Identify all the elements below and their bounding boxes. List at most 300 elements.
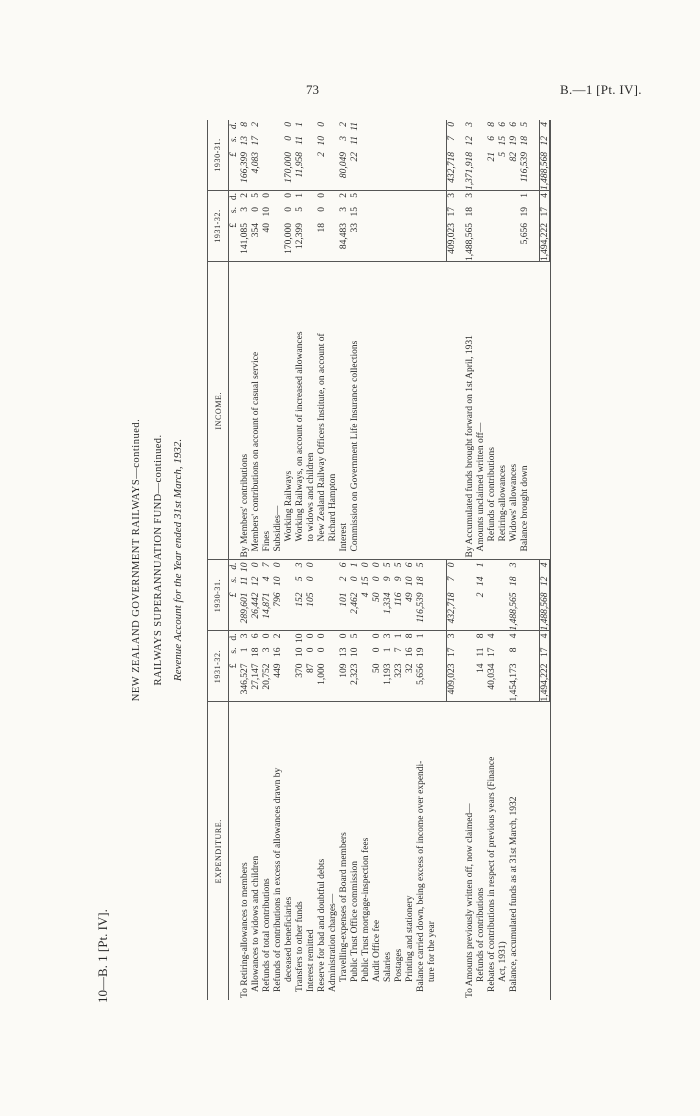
income-amount-1931-32-pence: 5 <box>350 193 360 198</box>
income-amount-1931-32-pounds <box>476 221 487 261</box>
expenditure-amount-1930-31-shillings <box>427 575 438 591</box>
income-amount-1931-32-pounds: 12,399 <box>295 223 305 250</box>
income-blank-spacer <box>372 262 383 560</box>
income-row-label: New Zealand Railway Officers Institute, on account of <box>317 333 327 542</box>
income-blank-spacer <box>405 262 416 560</box>
expenditure-amount-1931-32 <box>317 632 328 703</box>
expenditure-total <box>539 561 550 1001</box>
income-blank-row <box>427 120 438 560</box>
expenditure-amount-1930-31-pounds <box>465 591 476 631</box>
page-number: 73 <box>306 82 319 97</box>
income-subtotal-1931-32 <box>446 191 457 262</box>
expenditure-row-label: Administration charges— <box>328 893 338 992</box>
expenditure-amount-1930-31-shillings: 10 <box>405 576 415 586</box>
income-amount-1931-32 <box>284 191 295 262</box>
expenditure-gap-col <box>438 561 446 632</box>
income-blank-col <box>383 191 394 262</box>
expenditure-row <box>273 561 284 1001</box>
income-amount-1931-32-pounds <box>306 221 317 261</box>
income-amount-1930-31-pounds: 1,371,918 <box>465 152 475 190</box>
expenditure-amount-1931-32 <box>262 632 273 703</box>
income-row-label: Interest <box>339 523 349 552</box>
expenditure-amount-1931-32-shillings: 1 <box>383 647 393 653</box>
income-blank-col <box>394 191 405 262</box>
expenditure-amount-1931-32 <box>509 632 520 703</box>
income-amount-1930-31-pence: 0 <box>317 122 327 127</box>
expenditure-row-label: Public Trust Office commission <box>350 861 360 982</box>
expenditure-amount-1930-31 <box>476 561 487 632</box>
expenditure-amount-1930-31 <box>262 561 273 632</box>
expenditure-amount-1931-32-shillings: 11 <box>476 647 486 657</box>
income-amount-1931-32 <box>317 191 328 262</box>
income-row-label: Commission on Government Life Insurance collections <box>350 340 360 552</box>
income-subtotal-1930-31-pence: 0 <box>447 122 457 127</box>
income-blank-row <box>405 120 416 560</box>
expenditure-blank-row <box>520 561 531 1001</box>
expenditure-amount-1930-31 <box>465 561 476 632</box>
expenditure-row-label: Refunds of contributions in excess of allowances drawn by <box>273 767 283 992</box>
expenditure-amount-1931-32-pence: 3 <box>240 633 250 639</box>
expenditure-row-label: To Retiring-allowances to members <box>240 862 250 998</box>
income-units-current-pence: d. <box>229 193 239 201</box>
expenditure-total-1931-32-shillings: 17 <box>540 647 550 657</box>
income-amount-1931-32 <box>465 191 476 262</box>
income-row <box>339 120 350 560</box>
income-amount-1930-31-shillings: 11 <box>295 136 305 145</box>
expenditure-subtotal-1930-31-shillings: 7 <box>447 576 457 582</box>
expenditure-gap-spacer <box>438 703 446 1001</box>
income-amount-1930-31 <box>465 120 476 191</box>
expenditure-gap-col <box>531 561 539 632</box>
income-gap-col <box>438 120 446 191</box>
expenditure-subtotal <box>446 561 457 1001</box>
expenditure-amount-1931-32-pence <box>328 632 339 646</box>
income-col-1931-32: 1931-32. <box>208 191 228 262</box>
income-row <box>487 120 498 560</box>
expenditure-units-previous-pence: d. <box>229 562 239 570</box>
income-row <box>328 120 339 560</box>
income-blank-row <box>416 120 427 560</box>
expenditure-amount-1931-32-pounds: 14 <box>476 663 486 673</box>
income-blank-col <box>394 120 405 191</box>
expenditure-amount-1930-31-shillings <box>284 575 295 591</box>
income-amount-1931-32 <box>339 191 350 262</box>
expenditure-amount-1930-31 <box>361 561 372 632</box>
expenditure-total-1931-32-pounds: 1,494,222 <box>540 663 550 702</box>
expenditure-amount-1930-31-pounds: 1,334 <box>383 592 393 614</box>
income-row-label: to widows and children <box>306 452 316 542</box>
expenditure-blank-col <box>520 561 531 632</box>
expenditure-amount-1930-31 <box>416 561 427 632</box>
expenditure-subtotal-spacer <box>446 703 457 1001</box>
expenditure-amount-1930-31-pounds: 4 <box>361 592 371 598</box>
expenditure-amount-1930-31 <box>487 561 498 632</box>
expenditure-amount-1931-32-shillings <box>328 646 339 662</box>
title-fund: RAILWAYS SUPERANNUATION FUND—continued. <box>153 434 164 686</box>
income-amount-1931-32-pounds: 40 <box>262 223 272 233</box>
income-amount-1931-32-pence: 3 <box>465 193 475 198</box>
expenditure-amount-1931-32-shillings: 0 <box>372 647 382 653</box>
income-row <box>273 120 284 560</box>
income-units-current-pounds: £ <box>229 223 239 228</box>
expenditure-amount-1931-32 <box>240 632 251 703</box>
income-gap <box>438 120 446 560</box>
income-amount-1930-31 <box>350 120 361 191</box>
expenditure-amount-1931-32-pounds <box>284 662 295 702</box>
income-row-label: Richard Hampton <box>328 473 338 542</box>
expenditure-amount-1930-31-shillings: 0 <box>306 576 316 582</box>
expenditure-amount-1931-32-pence: 8 <box>476 633 486 639</box>
income-amount-1930-31-shillings: 19 <box>509 136 519 146</box>
expenditure-total-spacer <box>539 703 550 1001</box>
expenditure-amount-1931-32 <box>284 632 295 703</box>
expenditure-amount-1930-31-shillings: 0 <box>350 576 360 582</box>
expenditure-amount-1930-31-pounds <box>317 591 328 631</box>
expenditure-amount-1931-32-pence: 1 <box>416 633 426 639</box>
expenditure-amount-1930-31-pence: 0 <box>372 562 382 568</box>
expenditure-amount-1931-32-pence: 0 <box>372 633 382 639</box>
income-amount-1931-32-pounds <box>273 221 284 261</box>
expenditure-blank-col <box>520 632 531 703</box>
income-amount-1930-31-pounds: 170,000 <box>284 152 294 183</box>
income-units-previous-pence: d. <box>229 122 239 130</box>
expenditure-amount-1930-31-pounds <box>284 591 295 631</box>
expenditure-amount-1930-31-shillings <box>328 575 339 591</box>
expenditure-amount-1931-32-shillings: 3 <box>262 647 272 653</box>
income-amount-1931-32-pounds: 33 <box>350 223 360 233</box>
income-units-previous-shillings: s. <box>229 136 239 143</box>
expenditure-total-1930-31-pence: 4 <box>540 562 550 568</box>
income-units-spacer <box>229 262 240 560</box>
expenditure-amount-1931-32-pence: 6 <box>251 633 261 639</box>
title-block <box>115 120 207 1000</box>
expenditure-row-label: Refunds of contributions <box>476 887 486 982</box>
income-amount-1930-31-pounds: 22 <box>350 152 360 162</box>
income-amount-1931-32 <box>328 191 339 262</box>
income-amount-1931-32-pounds <box>487 221 498 261</box>
expenditure-amount-1930-31-pounds <box>498 591 509 631</box>
title-railways: NEW ZEALAND GOVERNMENT RAILWAYS—continued. <box>131 418 142 702</box>
expenditure-amount-1930-31-pence: 10 <box>240 562 250 572</box>
income-amount-1930-31 <box>498 120 509 191</box>
income-amount-1931-32-pence <box>498 191 509 205</box>
income-blank-col <box>427 120 438 191</box>
expenditure-amount-1930-31-pence <box>427 561 438 575</box>
income-amount-1931-32-pence <box>487 191 498 205</box>
income-row <box>317 120 328 560</box>
expenditure-amount-1930-31-shillings: 10 <box>273 576 283 586</box>
expenditure-gap-col <box>438 632 446 703</box>
income-blank-col <box>361 120 372 191</box>
expenditure-amount-1930-31 <box>295 561 306 632</box>
income-row <box>284 120 295 560</box>
expenditure-side <box>208 560 550 1001</box>
expenditure-amount-1930-31-pence: 5 <box>416 562 426 568</box>
income-row-label: Refunds of contributions <box>487 447 497 542</box>
income-amount-1930-31 <box>262 120 273 191</box>
expenditure-row <box>317 561 328 1001</box>
income-blank-spacer <box>427 262 438 560</box>
income-gap-spacer <box>457 262 465 560</box>
title-account: Revenue Account for the Year ended 31st March, 1932. <box>172 438 184 682</box>
expenditure-amount-1930-31-pounds: 116 <box>394 592 404 607</box>
income-amount-1930-31-pounds: 166,399 <box>240 152 250 183</box>
expenditure-amount-1930-31-pounds: 116,539 <box>416 592 426 623</box>
income-row <box>240 120 251 560</box>
expenditure-subtotal-1931-32 <box>446 632 457 703</box>
expenditure-col-1931-32: 1931-32. <box>208 632 228 703</box>
income-heading: INCOME. <box>213 391 223 430</box>
expenditure-amount-1931-32-shillings: 18 <box>251 647 261 657</box>
expenditure-header <box>208 561 229 1001</box>
income-units-previous-pounds: £ <box>229 152 239 157</box>
expenditure-row-label: ture for the year <box>427 921 437 982</box>
expenditure-amount-1931-32-pounds: 346,527 <box>240 663 250 695</box>
expenditure-amount-1930-31-pounds: 105 <box>306 592 316 607</box>
expenditure-amount-1930-31 <box>339 561 350 632</box>
expenditure-amount-1930-31-pence: 6 <box>339 562 349 568</box>
income-amount-1930-31-pence: 1 <box>295 122 305 127</box>
expenditure-row <box>350 561 361 1001</box>
income-amount-1930-31-pence: 5 <box>520 122 530 127</box>
expenditure-row-label: Transfers to other funds <box>295 901 305 992</box>
income-row <box>262 120 273 560</box>
income-gap-col <box>531 120 539 191</box>
expenditure-amount-1931-32-pence <box>465 632 476 646</box>
expenditure-amount-1930-31-pence <box>328 561 339 575</box>
income-blank-row <box>372 120 383 560</box>
expenditure-subtotal-1931-32-pence: 3 <box>447 633 457 639</box>
expenditure-amount-1930-31-shillings <box>465 575 476 591</box>
expenditure-amount-1931-32-pence: 2 <box>273 633 283 639</box>
income-units-previous <box>229 120 240 191</box>
income-subtotal-1930-31 <box>446 120 457 191</box>
income-row-label: Widows' allowances <box>509 463 519 542</box>
income-amount-1930-31-pence: 11 <box>350 122 360 131</box>
expenditure-row <box>383 561 394 1001</box>
expenditure-amount-1931-32-pence: 3 <box>383 633 393 639</box>
expenditure-amount-1931-32-shillings: 10 <box>295 647 305 657</box>
income-amount-1931-32-pounds <box>498 221 509 261</box>
income-blank-col <box>372 191 383 262</box>
income-amount-1931-32 <box>251 191 262 262</box>
expenditure-row-label: Allowances to widows and children <box>251 855 261 992</box>
income-total-1930-31 <box>539 120 550 191</box>
income-total-1931-32-shillings: 17 <box>540 207 550 217</box>
expenditure-amount-1931-32-pounds: 5,656 <box>416 663 426 685</box>
income-amount-1930-31-pence: 6 <box>509 122 519 127</box>
income-row-label: By Accumulated funds brought forward on 1st April, 1931 <box>465 335 475 558</box>
income-blank-row <box>361 120 372 560</box>
expenditure-amount-1931-32-pence: 0 <box>262 633 272 639</box>
income-subtotal-1931-32-pounds: 409,023 <box>447 223 457 254</box>
expenditure-amount-1930-31-pence <box>487 561 498 575</box>
income-amount-1931-32-pence: 2 <box>339 193 349 198</box>
expenditure-amount-1930-31-pounds: 26,442 <box>251 592 261 619</box>
expenditure-blank-spacer <box>520 703 531 1001</box>
expenditure-amount-1931-32-pounds: 449 <box>273 663 283 678</box>
income-amount-1930-31-shillings: 11 <box>350 136 360 145</box>
expenditure-amount-1931-32 <box>361 632 372 703</box>
income-gap-spacer <box>438 262 446 560</box>
income-amount-1930-31-shillings <box>306 134 317 150</box>
income-row <box>306 120 317 560</box>
expenditure-row <box>476 561 487 1001</box>
expenditure-gap-col <box>531 632 539 703</box>
expenditure-subtotal-1931-32-shillings: 17 <box>447 647 457 657</box>
income-amount-1931-32-pounds: 170,000 <box>284 223 294 254</box>
income-amount-1931-32-shillings: 18 <box>465 207 475 217</box>
expenditure-amount-1930-31-pounds: 2 <box>476 592 486 598</box>
income-total-spacer <box>539 262 550 560</box>
income-amount-1931-32-shillings: 3 <box>339 207 349 212</box>
income-amount-1930-31 <box>240 120 251 191</box>
income-amount-1931-32-pence: 1 <box>520 193 530 198</box>
expenditure-amount-1930-31 <box>317 561 328 632</box>
expenditure-col-1930-31: 1930-31. <box>208 561 228 632</box>
income-row <box>350 120 361 560</box>
expenditure-amount-1931-32 <box>394 632 405 703</box>
income-blank-spacer <box>394 262 405 560</box>
expenditure-amount-1930-31-pounds <box>427 591 438 631</box>
expenditure-row <box>284 561 295 1001</box>
income-amount-1931-32-shillings: 0 <box>317 207 327 212</box>
expenditure-amount-1930-31-shillings: 5 <box>295 576 305 582</box>
income-amount-1930-31-shillings <box>328 134 339 150</box>
income-amount-1930-31 <box>295 120 306 191</box>
income-amount-1931-32-pence: 0 <box>262 193 272 198</box>
income-blank-row <box>394 120 405 560</box>
expenditure-row <box>251 561 262 1001</box>
expenditure-row-label: Audit Office fee <box>372 919 382 982</box>
expenditure-amount-1930-31-pence: 3 <box>295 562 305 568</box>
expenditure-amount-1931-32-pence: 8 <box>405 633 415 639</box>
income-subtotal-1930-31-pounds: 432,718 <box>447 152 457 183</box>
expenditure-amount-1930-31-shillings: 18 <box>509 576 519 586</box>
side-reference: 10—B. 1 [Pt. IV]. <box>95 909 110 1003</box>
income-amount-1931-32-shillings: 10 <box>262 207 272 217</box>
expenditure-amount-1931-32 <box>487 632 498 703</box>
expenditure-amount-1931-32-pence: 4 <box>509 633 519 639</box>
expenditure-amount-1931-32-shillings: 13 <box>339 647 349 657</box>
income-amount-1931-32-pence <box>509 191 520 205</box>
income-blank-col <box>405 191 416 262</box>
expenditure-amount-1931-32-shillings: 16 <box>405 647 415 657</box>
expenditure-units-previous-pounds: £ <box>229 592 239 598</box>
expenditure-amount-1931-32-pounds: 1,193 <box>383 663 393 685</box>
income-blank-col <box>416 191 427 262</box>
expenditure-amount-1930-31-pounds: 101 <box>339 592 349 607</box>
expenditure-amount-1931-32-pounds <box>427 662 438 702</box>
income-amount-1930-31-shillings: 13 <box>240 136 250 146</box>
expenditure-amount-1930-31 <box>350 561 361 632</box>
income-amount-1930-31-pence: 2 <box>251 122 261 127</box>
income-amount-1931-32-shillings: 3 <box>240 207 250 212</box>
income-blank-col <box>405 120 416 191</box>
expenditure-amount-1931-32-shillings: 16 <box>273 647 283 657</box>
income-blank-col <box>416 120 427 191</box>
income-total-1931-32 <box>539 191 550 262</box>
expenditure-amount-1931-32-shillings: 0 <box>317 647 327 653</box>
expenditure-amount-1930-31-shillings <box>317 575 328 591</box>
income-amount-1931-32-shillings <box>328 205 339 221</box>
income-blank-spacer <box>416 262 427 560</box>
expenditure-amount-1930-31 <box>383 561 394 632</box>
income-amount-1930-31-pence: 6 <box>498 122 508 127</box>
expenditure-amount-1930-31-shillings <box>487 575 498 591</box>
expenditure-amount-1931-32-pence: 1 <box>394 633 404 639</box>
income-amount-1931-32 <box>498 191 509 262</box>
income-amount-1931-32 <box>295 191 306 262</box>
income-amount-1930-31-pence <box>262 120 273 134</box>
income-amount-1931-32-pounds: 5,656 <box>520 223 530 245</box>
expenditure-amount-1930-31 <box>405 561 416 632</box>
expenditure-amount-1931-32-shillings: 19 <box>416 647 426 657</box>
expenditure-amount-1930-31-pounds <box>328 591 339 631</box>
expenditure-amount-1931-32-pounds: 32 <box>405 663 415 673</box>
income-amount-1930-31 <box>306 120 317 191</box>
income-amount-1930-31-pounds: 80,049 <box>339 152 349 179</box>
income-amount-1930-31 <box>284 120 295 191</box>
expenditure-subtotal-1930-31-pounds: 432,718 <box>447 592 457 624</box>
income-amount-1930-31-pence: 8 <box>240 122 250 127</box>
expenditure-gap-col <box>457 632 465 703</box>
income-subtotal <box>446 120 457 560</box>
expenditure-amount-1930-31-pounds: 1,488,565 <box>509 592 519 631</box>
income-amount-1931-32-shillings <box>306 205 317 221</box>
income-amount-1931-32-pounds: 18 <box>317 223 327 233</box>
expenditure-amount-1931-32-pence: 10 <box>295 633 305 643</box>
expenditure-gap-spacer <box>531 703 539 1001</box>
income-amount-1930-31-shillings <box>476 134 487 150</box>
expenditure-amount-1930-31-pence: 0 <box>361 562 371 568</box>
income-amount-1931-32 <box>306 191 317 262</box>
expenditure-amount-1930-31-shillings: 18 <box>416 576 426 586</box>
income-amount-1930-31-pence: 8 <box>487 122 497 127</box>
expenditure-amount-1931-32-pence <box>284 632 295 646</box>
expenditure-row <box>416 561 427 1001</box>
expenditure-row <box>465 561 476 1001</box>
income-amount-1930-31 <box>339 120 350 191</box>
income-amount-1931-32-pence: 1 <box>295 193 305 198</box>
expenditure-subtotal-1930-31-pence: 0 <box>447 562 457 568</box>
income-amount-1931-32-pence: 0 <box>284 193 294 198</box>
expenditure-amount-1931-32 <box>273 632 284 703</box>
expenditure-amount-1930-31-pence: 5 <box>394 562 404 568</box>
expenditure-total-1930-31-shillings: 12 <box>540 576 550 586</box>
expenditure-amount-1930-31 <box>394 561 405 632</box>
income-amount-1930-31-pounds: 82 <box>509 152 519 162</box>
income-gap <box>531 120 539 560</box>
expenditure-amount-1931-32 <box>372 632 383 703</box>
income-gap-spacer <box>531 262 539 560</box>
expenditure-units-spacer <box>229 703 240 1001</box>
expenditure-amount-1931-32-shillings: 17 <box>487 647 497 657</box>
expenditure-row-label: deceased beneficiaries <box>284 896 294 982</box>
income-amount-1931-32 <box>476 191 487 262</box>
expenditure-amount-1931-32-pounds: 1,454,173 <box>509 663 519 702</box>
income-blank-col <box>383 120 394 191</box>
expenditure-row-label: Travelling-expenses of Board members <box>339 832 349 982</box>
income-amount-1930-31-shillings: 18 <box>520 136 530 146</box>
income-row-label: Working Railways, on account of increased allowances <box>295 331 305 542</box>
income-row <box>251 120 262 560</box>
income-amount-1931-32 <box>262 191 273 262</box>
expenditure-row-label: Interest remitted <box>306 929 316 992</box>
expenditure-row-label: Balance, accumulated funds as at 31st March, 1932 <box>509 796 519 992</box>
expenditure-gap <box>438 561 446 1001</box>
expenditure-row-label: Rebates of contributions in respect of previous years (Finance <box>487 756 497 992</box>
